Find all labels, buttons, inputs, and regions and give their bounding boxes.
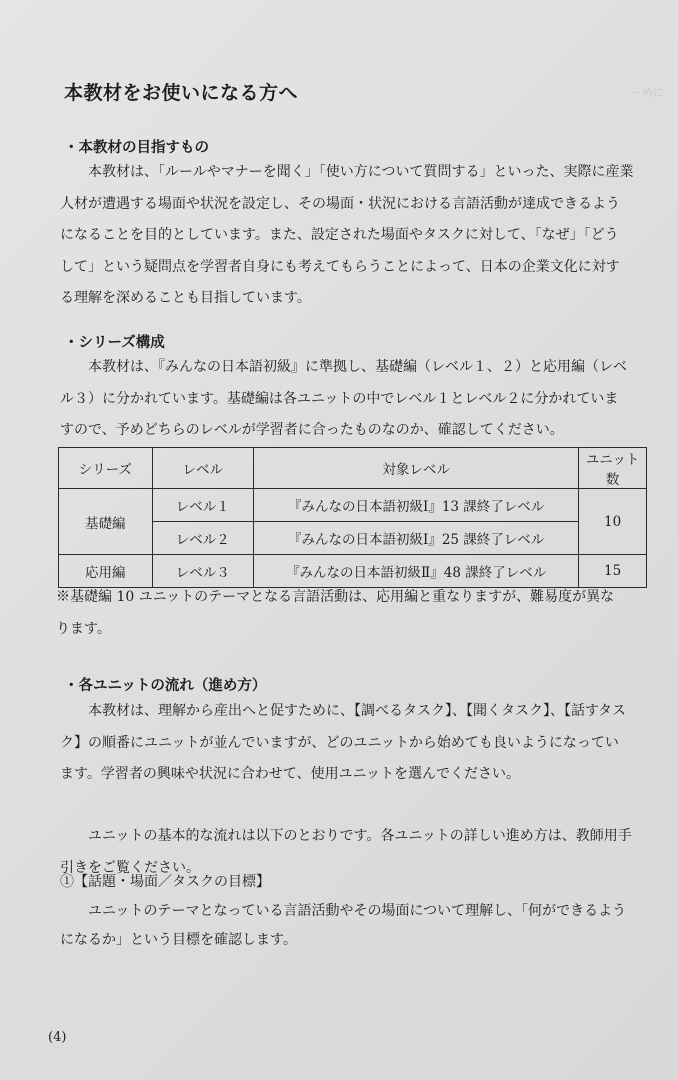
target-cell: 『みんなの日本語初級Ⅰ』13 課終了レベル	[254, 489, 579, 522]
series-cell: 応用編	[59, 555, 153, 588]
text-line: ります。	[56, 620, 111, 637]
text-line: して」という疑問点を学習者自身にも考えてもらうことによって、日本の企業文化に対す	[60, 258, 620, 275]
flow-paragraph	[60, 696, 678, 791]
section-heading-flow: ・各ユニットの流れ（進め方）	[64, 678, 267, 694]
text-line: る理解を深めることも目指しています。	[60, 290, 311, 306]
text-line: 本教材は、理解から産出へと促すために、【調べるタスク】、【聞くタスク】、【話すタス	[88, 703, 627, 719]
table-header-row	[59, 448, 647, 489]
series-table	[58, 447, 647, 588]
goals-paragraph	[60, 157, 678, 315]
table-header: レベル	[152, 448, 253, 489]
text-line: ※基礎編 10 ユニットのテーマとなる言語活動は、応用編と重なりますが、難易度が異な	[56, 589, 615, 605]
step1-block	[60, 868, 678, 955]
level-cell: レベル２	[152, 522, 253, 555]
series-cell: 基礎編	[59, 489, 153, 555]
bleed-through-text: ーめに	[631, 86, 664, 99]
text-line: 本教材は、『みんなの日本語初級』に準拠し、基礎編（レベル１、２）と応用編（レベ	[88, 359, 627, 375]
units-cell: 10	[579, 489, 647, 555]
text-line: ユニットのテーマとなっている言語活動やその場面について理解し、「何ができるよう	[88, 903, 627, 919]
units-cell: 15	[579, 555, 647, 588]
text-line: 本教材は、「ルールやマナーを聞く」「使い方について質問する」といった、実際に産業	[88, 164, 634, 180]
text-line: になるか」という目標を確認します。	[60, 932, 297, 948]
text-line: ル３）に分かれています。基礎編は各ユニットの中でレベル１とレベル２に分かれていま	[60, 390, 619, 407]
table-header: ユニット数	[579, 448, 647, 489]
text-line: になることを目的としています。また、設定された場面やタスクに対して、「なぜ」「どう	[60, 227, 619, 243]
table-header: シリーズ	[59, 448, 153, 489]
text-line: ク】の順番にユニットが並んでいますが、どのユニットから始めても良いようになってい	[60, 734, 619, 751]
target-cell: 『みんなの日本語初級Ⅱ』48 課終了レベル	[254, 555, 579, 588]
section-heading-goals: ・本教材の目指すもの	[64, 140, 209, 156]
target-cell: 『みんなの日本語初級Ⅰ』25 課終了レベル	[254, 522, 579, 555]
note-paragraph	[56, 582, 674, 645]
text-line: すので、予めどちらのレベルが学習者に合ったものなのか、確認してください。	[60, 422, 564, 438]
level-cell: レベル３	[152, 555, 253, 588]
text-line: ユニットの基本的な流れは以下のとおりです。各ユニットの詳しい進め方は、教師用手	[88, 828, 632, 844]
table-row	[59, 489, 647, 522]
page-number: (4)	[48, 1030, 67, 1045]
page-title: 本教材をお使いになる方へ	[64, 82, 299, 104]
level-cell: レベル１	[152, 489, 253, 522]
text-line: 人材が遭遇する場面や状況を設定し、その場面・状況における言語活動が達成できるよう	[60, 195, 620, 212]
section-heading-series: ・シリーズ構成	[64, 335, 165, 351]
text-line: 引きをご覧ください。	[60, 859, 200, 876]
table-header: 対象レベル	[254, 448, 579, 489]
series-paragraph	[60, 352, 678, 447]
text-line: ます。学習者の興味や状況に合わせて、使用ユニットを選んでください。	[60, 766, 521, 782]
step1-label: ①【話題・場面／タスクの目標】	[60, 874, 270, 890]
